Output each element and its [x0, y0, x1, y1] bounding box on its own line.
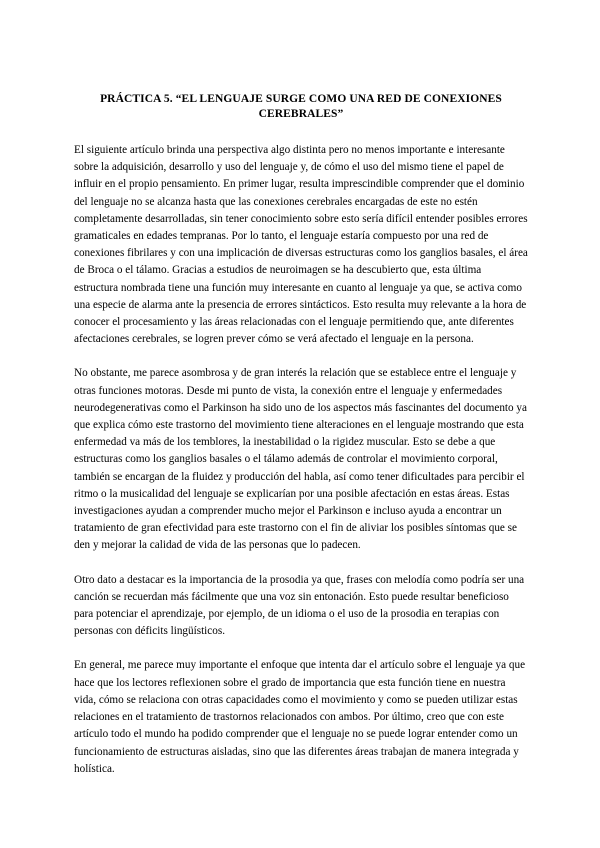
- paragraph-parkinson: No obstante, me parece asombrosa y de gran interés la relación que se establece entre el lenguaje y otras funciones motoras. Desde mi punto de vista, la conexión entre el lenguaje y enfermedades neurodegenerativas como el Parkinson ha sido uno de los aspectos más fascinantes del documento ya que explica cómo este trastorno del movimiento tiene alteraciones en el lenguaje mostrando que esta enfermedad va más de los temblores, la inestabilidad o la rigidez muscular. Esto se debe a que estructuras como los ganglios basales o el tálamo además de controlar el movimiento corporal, también se encargan de la fluidez y producción del habla, así como tener dificultades para percibir el ritmo o la musicalidad del lenguaje se explicarían por una posible afectación en estas áreas. Estas investigaciones ayudan a comprender mucho mejor el Parkinson e incluso ayuda a encontrar un tratamiento de gran efectividad para este trastorno con el fin de aliviar los posibles síntomas que se den y mejorar la calidad de vida de las personas que lo padecen.: [74, 367, 527, 552]
- paragraph-prosody: Otro dato a destacar es la importancia de la prosodia ya que, frases con melodía como podría ser una canción se recuerdan más fácilmente que una voz sin entonación. Esto puede resultar beneficioso para potenciar el aprendizaje, por ejemplo, de un idioma o el uso de la prosodia en terapias con personas con déficits lingüísticos.: [74, 573, 525, 638]
- paragraph-introduction: El siguiente artículo brinda una perspectiva algo distinta pero no menos importante e interesante sobre la adquisición, desarrollo y uso del lenguaje y, de cómo el uso del mismo tiene el papel de influir en el propio pensamiento. En primer lugar, resulta imprescindible comprender que el dominio del lenguaje no se alcanza hasta que las conexiones cerebrales encargadas de este no estén completamente desarrolladas, sin tener conocimiento sobre esto sería difícil entender posibles errores gramaticales en edades tempranas. Por lo tanto, el lenguaje estaría compuesto por una red de conexiones fibrilares y con una implicación de diversas estructuras como los ganglios basales, el área de Broca o el tálamo. Gracias a estudios de neuroimagen se ha descubierto que, esta última estructura nombrada tiene una función muy interesante en cuanto al lenguaje ya que, se activa como una especie de alarma ante la presencia de errores sintácticos. Esto resulta muy relevante a la hora de conocer el procesamiento y las áreas relacionadas con el lenguaje permitiendo que, ante diferentes afectaciones cerebrales, se logren prever cómo se verá afectado el lenguaje en la persona.: [74, 144, 528, 346]
- document-page: [74, 92, 528, 795]
- paragraph-conclusion: En general, me parece muy importante el enfoque que intenta dar el artículo sobre el lenguaje ya que hace que los lectores reflexionen sobre el grado de importancia que esta función tiene en nuestra vida, cómo se relaciona con otras capacidades como el movimiento y como se pueden utilizar estas relaciones en el tratamiento de trastornos relacionados con ambos. Por último, creo que con este artículo todo el mundo ha podido comprender que el lenguaje no se puede lograr entender como un funcionamiento de estructuras aisladas, sino que las diferentes áreas trabajan de manera integrada y holística.: [74, 659, 526, 775]
- document-title: PRÁCTICA 5. “EL LENGUAJE SURGE COMO UNA RED DE CONEXIONES CEREBRALES”: [100, 93, 502, 120]
